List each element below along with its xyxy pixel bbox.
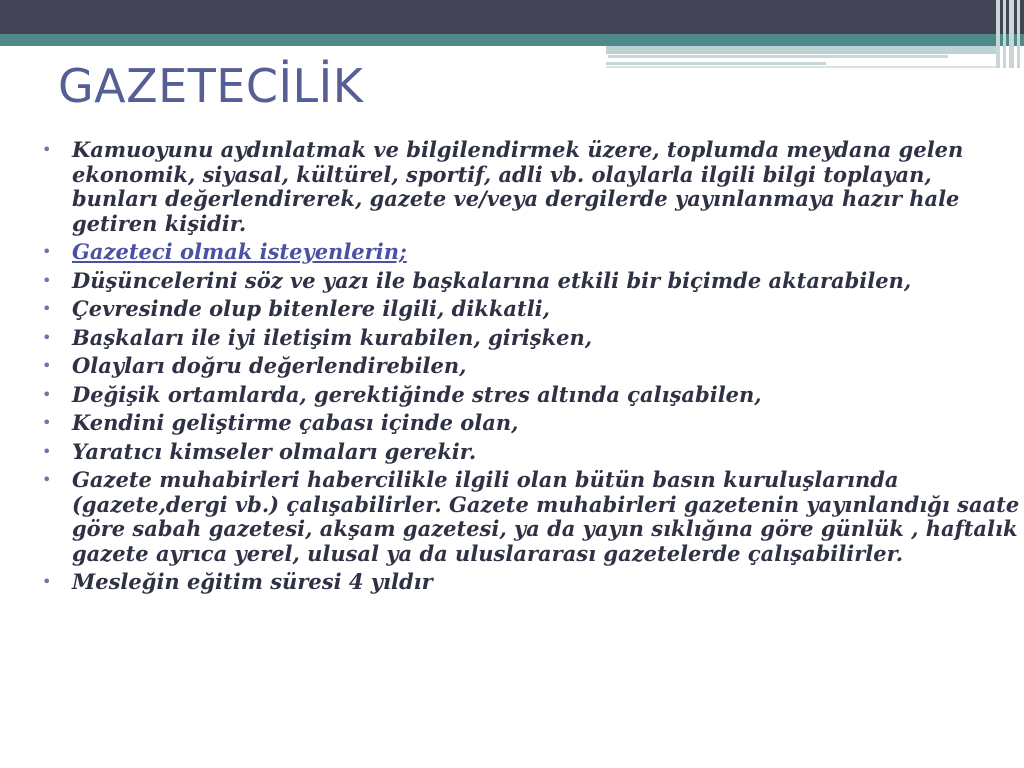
list-item-text: Olayları doğru değerlendirebilen, bbox=[72, 353, 467, 378]
bullet-list bbox=[42, 138, 1022, 599]
list-item bbox=[42, 297, 1022, 322]
list-item bbox=[42, 383, 1022, 408]
list-item bbox=[42, 468, 1022, 566]
list-item-text: Başkaları ile iyi iletişim kurabilen, girişken, bbox=[72, 324, 593, 350]
list-item-text: Çevresinde olup bitenlere ilgili, dikkatli, bbox=[72, 296, 550, 321]
header-rule bbox=[606, 66, 1000, 68]
list-item bbox=[42, 411, 1022, 436]
list-item bbox=[42, 138, 1022, 236]
list-item-text: Mesleğin eğitim süresi 4 yıldır bbox=[72, 569, 433, 594]
list-item-text: Kamuoyunu aydınlatmak ve bilgilendirmek üzere, toplumda meydana gelen ekonomik, siyasal, kültürel, sportif, adli vb. olaylarla ilgili bilgi toplayan, bunları değerlendirerek, gazete ve/veya dergilerde yayınlanmaya hazır hale getiren kişidir. bbox=[72, 137, 964, 236]
bullet-dot-icon: • bbox=[42, 140, 52, 159]
list-item bbox=[42, 269, 1022, 294]
bullet-dot-icon: • bbox=[42, 572, 52, 591]
header-rule bbox=[606, 62, 826, 65]
bullet-dot-icon: • bbox=[42, 356, 52, 375]
slide-title: GAZETECİLİK bbox=[58, 59, 364, 113]
bullet-dot-icon: • bbox=[42, 299, 52, 318]
bullet-dot-icon: • bbox=[42, 242, 52, 261]
list-item bbox=[42, 570, 1022, 595]
list-item-text: Değişik ortamlarda, gerektiğinde stres altında çalışabilen, bbox=[72, 381, 762, 407]
list-item bbox=[42, 326, 1022, 351]
gazeteci-olmak-link[interactable]: Gazeteci olmak isteyenlerin; bbox=[72, 239, 407, 264]
list-item bbox=[42, 240, 1022, 265]
corner-stripes bbox=[994, 0, 1024, 68]
bullet-dot-icon: • bbox=[42, 441, 52, 461]
list-item-text: Yaratıcı kimseler olmaları gerekir. bbox=[72, 438, 477, 464]
list-item-text: Düşüncelerini söz ve yazı ile başkalarına etkili bir biçimde aktarabilen, bbox=[72, 267, 912, 293]
list-item bbox=[42, 440, 1022, 465]
list-item-text: Kendini geliştirme çabası içinde olan, bbox=[72, 410, 519, 435]
bullet-dot-icon: • bbox=[42, 327, 52, 347]
bullet-dot-icon: • bbox=[42, 384, 52, 404]
bullet-dot-icon: • bbox=[42, 413, 52, 432]
bullet-dot-icon: • bbox=[42, 270, 52, 290]
header-teal-band bbox=[0, 34, 1024, 46]
bullet-dot-icon: • bbox=[42, 470, 52, 489]
header-rule bbox=[608, 55, 948, 58]
header-light-band bbox=[606, 46, 1000, 54]
list-item-text: Gazete muhabirleri habercilikle ilgili olan bütün basın kuruluşlarında (gazete,dergi vb.) çalışabilirler. Gazete muhabirleri gazetenin yayınlandığı saate göre sabah gazetesi, akşam gazetesi, ya da yayın sıklığına göre günlük , haftalık gazete ayrıca yerel, ulusal ya da uluslararası gazetelerde çalışabilirler. bbox=[72, 467, 1020, 566]
header-dark-band bbox=[0, 0, 1024, 34]
list-item bbox=[42, 354, 1022, 379]
